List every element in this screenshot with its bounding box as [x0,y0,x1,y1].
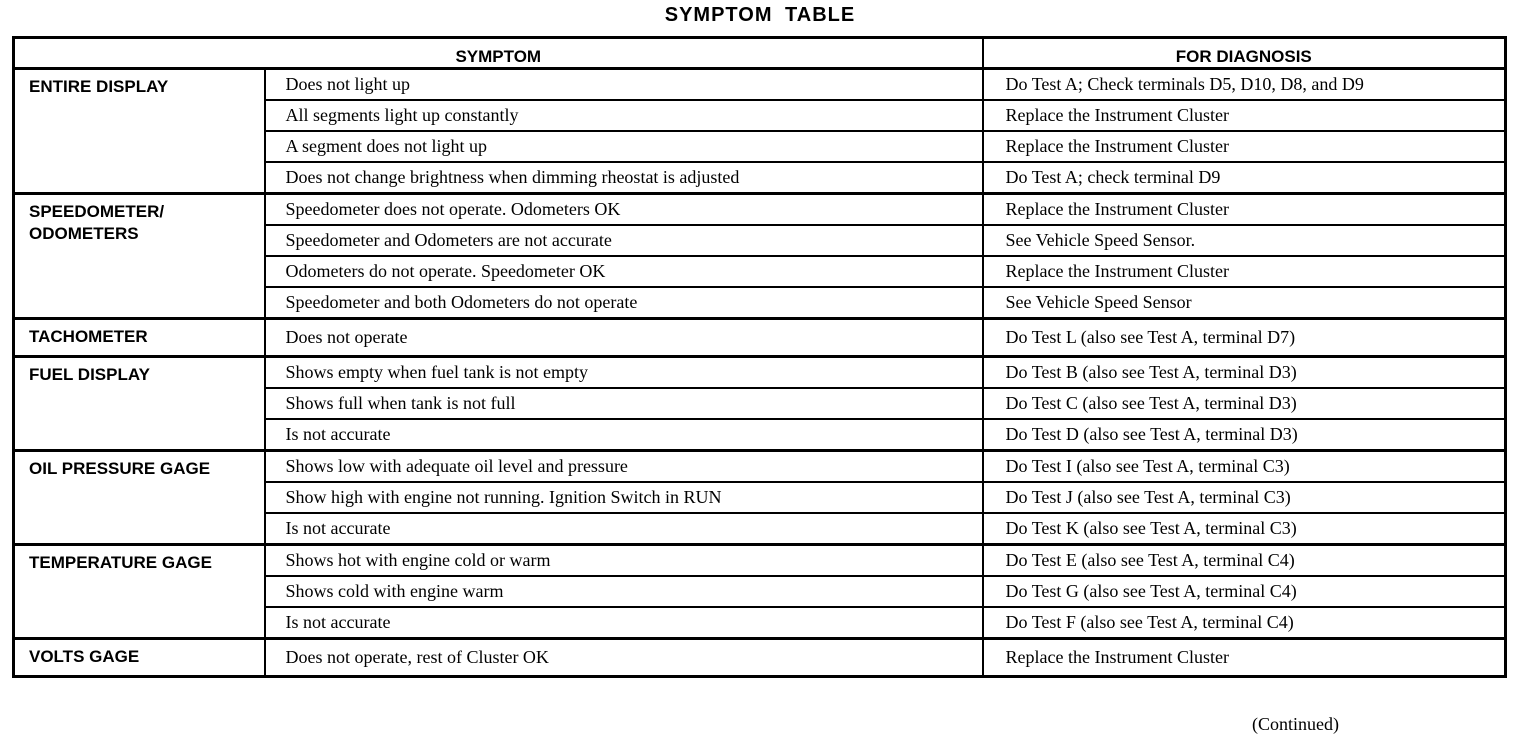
category-oil-pressure-gage: OIL PRESSURE GAGE [14,451,265,545]
table-row [14,639,1506,677]
symptom-cell: Is not accurate [265,419,983,451]
diagnosis-cell: Do Test J (also see Test A, terminal C3) [983,482,1506,513]
symptom-cell: Speedometer does not operate. Odometers OK [265,194,983,226]
symptom-cell: Speedometer and Odometers are not accurate [265,225,983,256]
table-row [14,357,1506,389]
symptom-cell: Does not operate [265,319,983,357]
header-row [14,38,1506,69]
diagnosis-cell: Replace the Instrument Cluster [983,194,1506,226]
symptom-table [12,36,1507,678]
diagnosis-cell: Do Test G (also see Test A, terminal C4) [983,576,1506,607]
symptom-cell: A segment does not light up [265,131,983,162]
category-fuel-display: FUEL DISPLAY [14,357,265,451]
symptom-cell: Shows cold with engine warm [265,576,983,607]
diagnosis-cell: Do Test D (also see Test A, terminal D3) [983,419,1506,451]
symptom-cell: Is not accurate [265,513,983,545]
diagnosis-cell: Do Test F (also see Test A, terminal C4) [983,607,1506,639]
diagnosis-cell: Do Test A; check terminal D9 [983,162,1506,194]
diagnosis-cell: Replace the Instrument Cluster [983,131,1506,162]
category-tachometer: TACHOMETER [14,319,265,357]
diagnosis-header: FOR DIAGNOSIS [983,38,1506,69]
symptom-cell: Shows hot with engine cold or warm [265,545,983,577]
symptom-header: SYMPTOM [14,38,983,69]
symptom-cell: Speedometer and both Odometers do not operate [265,287,983,319]
diagnosis-cell: Do Test B (also see Test A, terminal D3) [983,357,1506,389]
diagnosis-cell: Replace the Instrument Cluster [983,256,1506,287]
diagnosis-cell: Do Test I (also see Test A, terminal C3) [983,451,1506,483]
table-title: SYMPTOM TABLE [664,4,856,26]
table-row [14,545,1506,577]
symptom-cell: Shows empty when fuel tank is not empty [265,357,983,389]
symptom-cell: Show high with engine not running. Ignition Switch in RUN [265,482,983,513]
diagnosis-cell: Replace the Instrument Cluster [983,639,1506,677]
diagnosis-cell: Do Test K (also see Test A, terminal C3) [983,513,1506,545]
symptom-cell: Shows full when tank is not full [265,388,983,419]
continued-note: (Continued) [1252,714,1339,734]
diagnosis-cell: Do Test L (also see Test A, terminal D7) [983,319,1506,357]
symptom-cell: Does not operate, rest of Cluster OK [265,639,983,677]
diagnosis-cell: Do Test E (also see Test A, terminal C4) [983,545,1506,577]
table-row [14,319,1506,357]
symptom-cell: Does not light up [265,69,983,101]
diagnosis-cell: Do Test A; Check terminals D5, D10, D8, and D9 [983,69,1506,101]
category-entire-display: ENTIRE DISPLAY [14,69,265,194]
table-row [14,194,1506,226]
category-speedometer-odometers: SPEEDOMETER/ ODOMETERS [14,194,265,319]
diagnosis-cell: Do Test C (also see Test A, terminal D3) [983,388,1506,419]
symptom-cell: Does not change brightness when dimming rheostat is adjusted [265,162,983,194]
symptom-cell: Odometers do not operate. Speedometer OK [265,256,983,287]
category-temperature-gage: TEMPERATURE GAGE [14,545,265,639]
category-volts-gage: VOLTS GAGE [14,639,265,677]
table-row [14,69,1506,101]
symptom-cell: Shows low with adequate oil level and pressure [265,451,983,483]
symptom-cell: Is not accurate [265,607,983,639]
diagnosis-cell: See Vehicle Speed Sensor [983,287,1506,319]
symptom-cell: All segments light up constantly [265,100,983,131]
table-row [14,451,1506,483]
diagnosis-cell: See Vehicle Speed Sensor. [983,225,1506,256]
diagnosis-cell: Replace the Instrument Cluster [983,100,1506,131]
